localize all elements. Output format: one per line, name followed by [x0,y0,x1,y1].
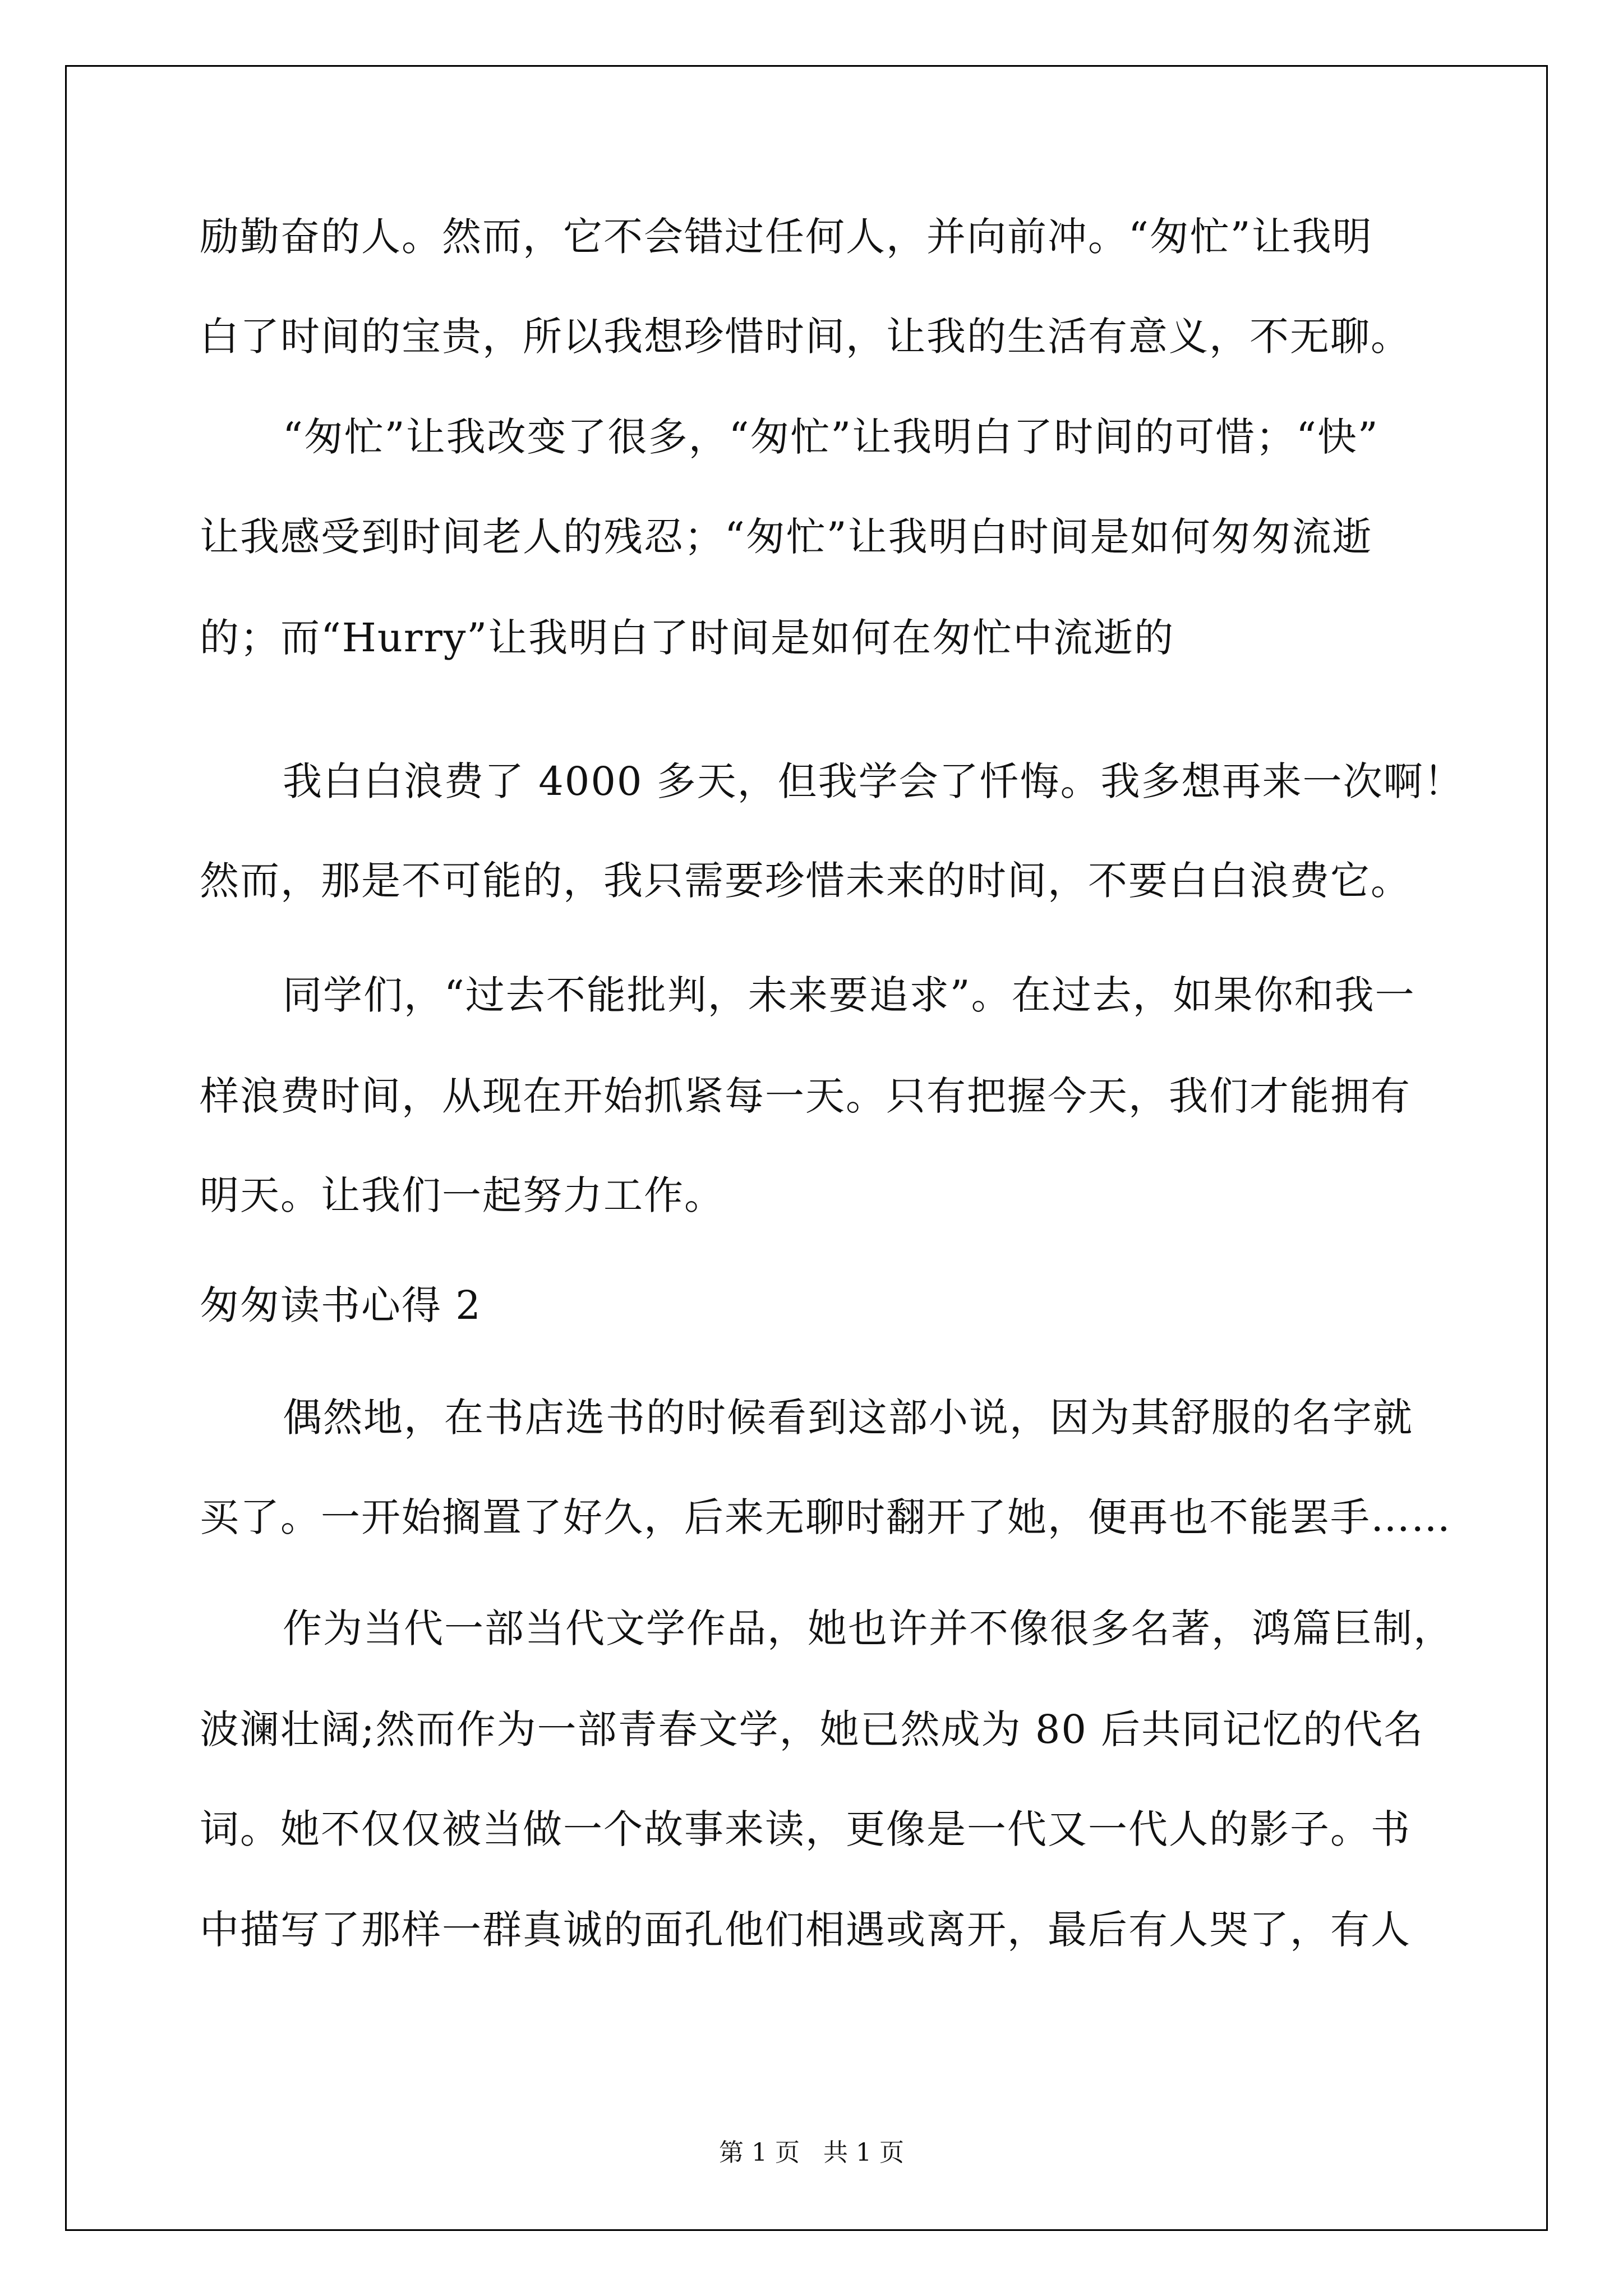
body-text-line: 明天。让我们一起努力工作。 [200,1172,725,1218]
body-text-line: 我白白浪费了 4000 多天，但我学会了忏悔。我多想再来一次啊！ [283,758,1464,804]
section-heading: 匆匆读书心得 2 [200,1282,482,1328]
body-text-line: 波澜壮阔;然而作为一部青春文学，她已然成为 80 后共同记忆的代名 [200,1706,1424,1752]
body-text-line: 的；而“Hurry”让我明白了时间是如何在匆忙中流逝的 [200,615,1175,661]
page-number-footer: 第 1 页 共 1 页 [719,2138,904,2167]
body-text-line: 偶然地，在书店选书的时候看到这部小说，因为其舒服的名字就 [283,1395,1413,1441]
body-text-line: 中描写了那样一群真诚的面孔他们相遇或离开，最后有人哭了，有人 [200,1907,1411,1953]
body-text-line: 词。她不仅仅被当做一个故事来读，更像是一代又一代人的影子。书 [200,1806,1411,1852]
body-text-line: 买了。一开始搁置了好久，后来无聊时翻开了她，便再也不能罢手…… [200,1494,1451,1540]
body-text-line: 作为当代一部当代文学作品，她也许并不像很多名著，鸿篇巨制， [283,1605,1454,1651]
body-text-line: “匆忙”让我改变了很多，“匆忙”让我明白了时间的可惜；“快” [283,414,1379,460]
body-text-line: 然而，那是不可能的，我只需要珍惜未来的时间，不要白白浪费它。 [200,858,1411,904]
body-text-line: 白了时间的宝贵，所以我想珍惜时间，让我的生活有意义，不无聊。 [200,314,1411,360]
body-text-line: 同学们，“过去不能批判，未来要追求”。在过去，如果你和我一 [283,972,1415,1018]
body-text-line: 励勤奋的人。然而，它不会错过任何人，并向前冲。“匆忙”让我明 [200,214,1373,260]
body-text-line: 样浪费时间，从现在开始抓紧每一天。只有把握今天，我们才能拥有 [200,1073,1411,1119]
body-text-line: 让我感受到时间老人的残忍；“匆忙”让我明白时间是如何匆匆流逝 [200,514,1373,560]
